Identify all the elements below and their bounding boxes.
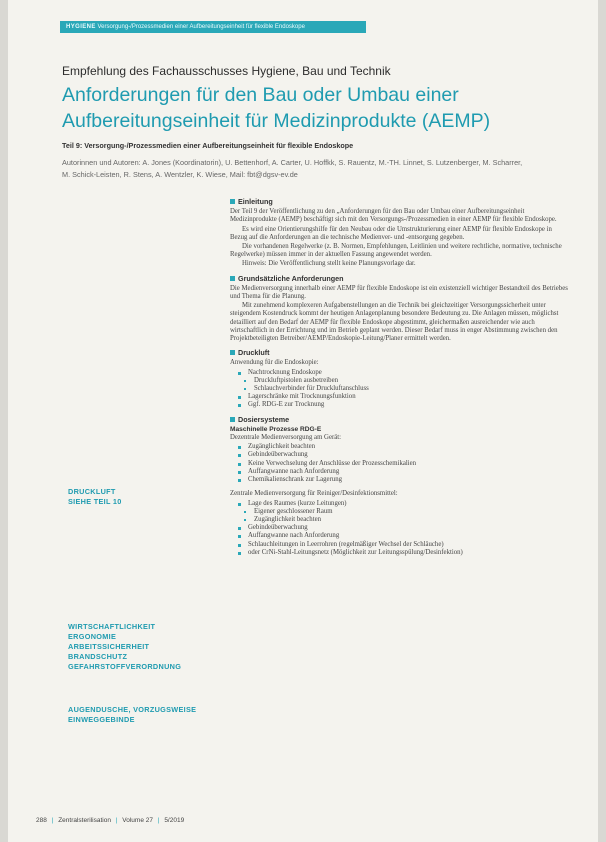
article-supertitle: Empfehlung des Fachausschusses Hygiene, Bau und Technik bbox=[62, 64, 391, 78]
side-label-line: ARBEITSSICHERHEIT bbox=[68, 642, 150, 651]
side-label-druckluft bbox=[68, 487, 122, 507]
paragraph: Anwendung für die Endoskopie: bbox=[230, 359, 319, 367]
list-item: Auffangwanne nach Anforderung bbox=[238, 468, 570, 476]
journal-issue: 5/2019 bbox=[164, 817, 185, 824]
body-column bbox=[230, 198, 570, 563]
paragraph: Zentrale Medienversorgung für Reiniger/Desinfektionsmittel: bbox=[230, 490, 398, 498]
list-item: Zugänglichkeit beachten bbox=[244, 516, 570, 524]
bullet-list bbox=[230, 393, 570, 409]
footer-separator: | bbox=[51, 817, 54, 824]
article-subtitle: Teil 9: Versorgung-/Prozessmedien einer Aufbereitungseinheit für flexible Endoskope bbox=[62, 141, 354, 150]
section-heading: Dosiersysteme bbox=[230, 416, 570, 424]
square-bullet-icon bbox=[230, 350, 235, 355]
section-grundsaetzlich bbox=[230, 275, 570, 344]
list-item: Auffangwanne nach Anforderung bbox=[238, 532, 570, 540]
side-label-line: DRUCKLUFT bbox=[68, 487, 116, 496]
section-header-text: Versorgung-/Prozessmedien einer Aufbereitungseinheit für flexible Endoskope bbox=[97, 24, 305, 30]
list-item: Lage des Raumes (kurze Leitungen) bbox=[238, 500, 570, 508]
side-label-line: GEFAHRSTOFFVERORDNUNG bbox=[68, 662, 182, 671]
side-label-line: BRANDSCHUTZ bbox=[68, 652, 128, 661]
paragraph: Mit zunehmend komplexeren Aufgabenstellungen an die Technik bei gleichzeitiger Versorgungssicherheit unter steigendem Kostendruck kommt der heutigen Anlagenplanung besondere Bedeutung zu. Die Anlagen müssen, möglichst detailliert auf den Bedarf der AEMP für flexible Endoskope abgestimmt, gleichermaßen ausreichender wie auch wirtschaftlich in der Errichtung und im Betrieb geplant werden. Dieser Bedarf muss in enger Abstimmung zwischen den Projektbeteiligten Betreiber/AEMP/Endoskopie-Leitung/Planer ermittelt werden. bbox=[230, 302, 559, 343]
journal-volume: Volume 27 bbox=[122, 817, 153, 824]
list-item: Schlauchleitungen in Leerrohren (regelmäßiger Wechsel der Schläuche) bbox=[238, 541, 570, 549]
paragraph: Der Teil 9 der Veröffentlichung zu den „Anforderungen für den Bau oder Umbau einer Aufbereitungseinheit Medizinprodukte (AEMP) beschäftigt sich mit den Versorgungs-/Prozessmedien in einer AEMP für flexible Endoskope. bbox=[230, 208, 557, 224]
paragraph: Dezentrale Medienversorgung am Gerät: bbox=[230, 434, 342, 442]
paragraph: Es wird eine Orientierungshilfe für den Neubau oder die Umstrukturierung einer AEMP für flexible Endoskope in Bezug auf die Anforderungen an die technische Medienver- und -entsorgung gegeben. bbox=[230, 225, 552, 241]
side-label-dosier bbox=[68, 622, 181, 672]
side-label-line: EINWEGGEBINDE bbox=[68, 715, 135, 724]
list-item: Eigener geschlossener Raum bbox=[244, 508, 570, 516]
author-list: Autorinnen und Autoren: A. Jones (Koordinatorin), U. Bettenhorf, A. Carter, U. Hoffkk, S. Rauentz, M.-TH. Linnet, S. Lutzenberger, M. Scharrer, M. Schick-Leisten, R. Stens, A. Wentzler, K. Wiese, Mail: fbt@dgsv-ev.de bbox=[62, 158, 523, 179]
section-einleitung bbox=[230, 198, 570, 269]
article-title: Anforderungen für den Bau oder Umbau einer Aufbereitungseinheit für Medizinprodukte (AEMP) bbox=[62, 84, 491, 132]
list-item: Ggf. RDG-E zur Trocknung bbox=[238, 401, 570, 409]
side-label-line: AUGENDUSCHE, VORZUGSWEISE bbox=[68, 705, 197, 714]
sub-bullet-list bbox=[230, 508, 570, 524]
list-item: Chemikalienschrank zur Lagerung bbox=[238, 476, 570, 484]
paragraph: Die vorhandenen Regelwerke (z. B. Normen, Empfehlungen, Leitlinien und weitere rechtliche, normative, technische Regelwerke) müssen immer in der aktuellen Fassung angewendet werden. bbox=[230, 243, 562, 259]
bullet-list bbox=[230, 500, 570, 508]
page-number: 288 bbox=[36, 817, 47, 824]
list-item: Zugänglichkeit beachten bbox=[238, 443, 570, 451]
list-item: Lagerschränke mit Trocknungsfunktion bbox=[238, 393, 570, 401]
sub-bullet-list bbox=[230, 377, 570, 393]
paragraph: Hinweis: Die Veröffentlichung stellt keine Planungsvorlage dar. bbox=[242, 260, 416, 268]
page-footer bbox=[36, 817, 184, 824]
list-item: Keine Verwechselung der Anschlüsse der Prozesschemikalien bbox=[238, 460, 570, 468]
section-label: HYGIENE bbox=[66, 24, 96, 30]
section-heading: Druckluft bbox=[230, 349, 570, 357]
bullet-list bbox=[230, 369, 570, 377]
list-item: Nachtrocknung Endoskope bbox=[238, 369, 570, 377]
section-druckluft bbox=[230, 349, 570, 409]
section-header-bar bbox=[60, 21, 366, 33]
footer-separator: | bbox=[157, 817, 160, 824]
side-label-line: SIEHE TEIL 10 bbox=[68, 497, 122, 506]
subsection-heading: Maschinelle Prozesse RDG-E bbox=[230, 425, 322, 433]
square-bullet-icon bbox=[230, 199, 235, 204]
journal-name: Zentralsterilisation bbox=[58, 817, 111, 824]
section-heading: Grundsätzliche Anforderungen bbox=[230, 275, 570, 283]
footer-separator: | bbox=[115, 817, 118, 824]
list-item: Gebindeüberwachung bbox=[238, 524, 570, 532]
side-label-augendusche bbox=[68, 705, 196, 725]
paragraph: Die Medienversorgung innerhalb einer AEMP für flexible Endoskope ist ein existenziell wichtiger Bestandteil des Betriebes und Thema für die Planung. bbox=[230, 284, 568, 301]
section-dosiersysteme bbox=[230, 416, 570, 557]
bullet-list bbox=[230, 443, 570, 484]
side-label-line: WIRTSCHAFTLICHKEIT bbox=[68, 622, 156, 631]
list-item: oder CrNi-Stahl-Leitungsnetz (Möglichkeit zur Leitungsspülung/Desinfektion) bbox=[238, 549, 570, 557]
square-bullet-icon bbox=[230, 417, 235, 422]
section-heading: Einleitung bbox=[230, 198, 570, 206]
list-item: Schlauchverbinder für Druckluftanschluss bbox=[244, 385, 570, 393]
bullet-list bbox=[230, 524, 570, 557]
journal-page bbox=[8, 0, 598, 842]
side-label-line: ERGONOMIE bbox=[68, 632, 117, 641]
list-item: Gebindeüberwachung bbox=[238, 451, 570, 459]
square-bullet-icon bbox=[230, 276, 235, 281]
list-item: Druckluftpistolen ausbetreiben bbox=[244, 377, 570, 385]
